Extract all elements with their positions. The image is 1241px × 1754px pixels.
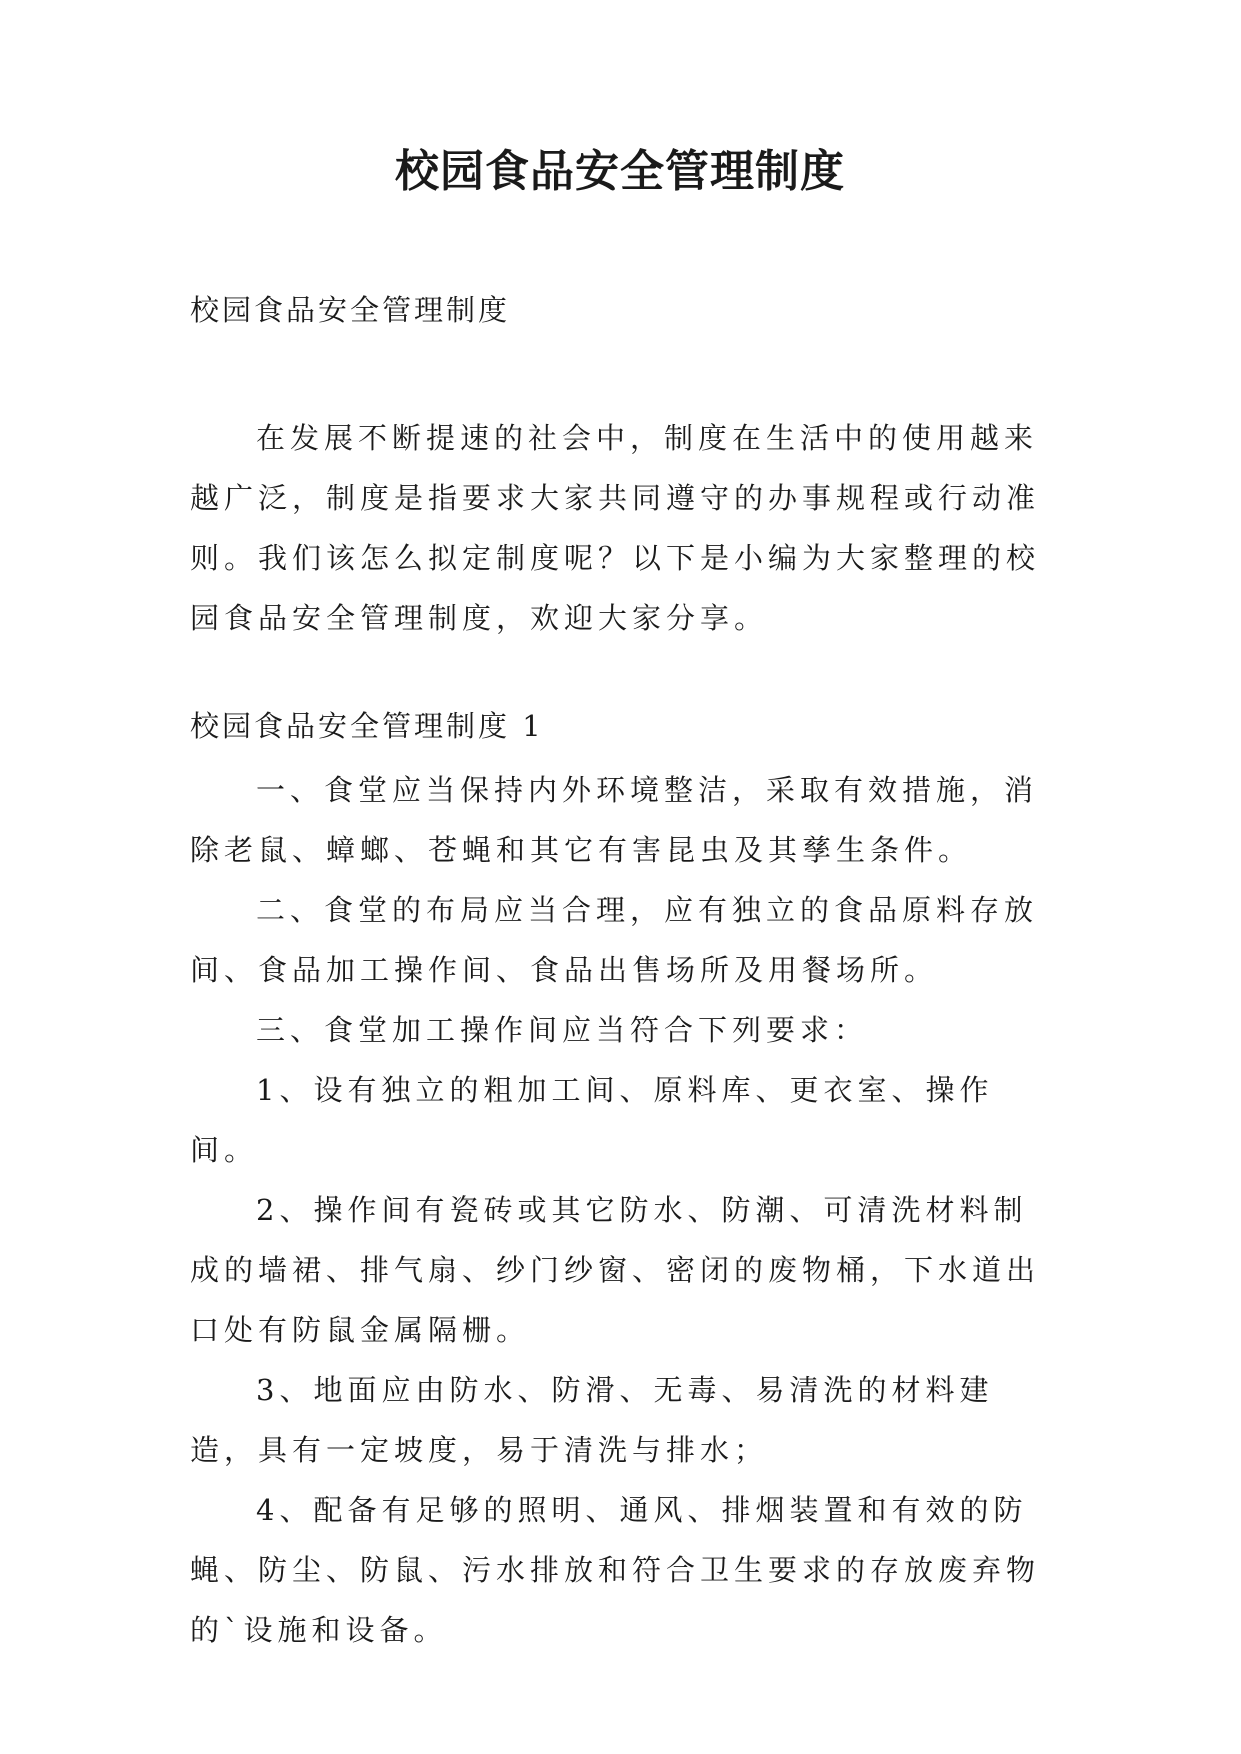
section-body (190, 760, 1060, 1660)
document-subtitle: 校园食品安全管理制度 (190, 293, 511, 327)
paragraph-7: 4、配备有足够的照明、通风、排烟装置和有效的防蝇、防尘、防鼠、污水排放和符合卫生要求的存放废弃物的`设施和设备。 (190, 1493, 1041, 1647)
intro-paragraph: 在发展不断提速的社会中，制度在生活中的使用越来越广泛，制度是指要求大家共同遵守的办事规程或行动准则。我们该怎么拟定制度呢？以下是小编为大家整理的校园食品安全管理制度，欢迎大家分享。 (190, 421, 1041, 635)
paragraph-1: 一、食堂应当保持内外环境整洁，采取有效措施，消除老鼠、蟑螂、苍蝇和其它有害昆虫及其孳生条件。 (190, 773, 1039, 867)
paragraph-3: 三、食堂加工操作间应当符合下列要求： (256, 1013, 869, 1047)
section-heading: 校园食品安全管理制度 1 (190, 709, 544, 743)
document-title: 校园食品安全管理制度 (395, 146, 845, 197)
paragraph-4: 1、设有独立的粗加工间、原料库、更衣室、操作间。 (190, 1073, 994, 1167)
paragraph-2: 二、食堂的布局应当合理，应有独立的食品原料存放间、食品加工操作间、食品出售场所及用餐场所。 (190, 893, 1039, 987)
paragraph-6: 3、地面应由防水、防滑、无毒、易清洗的材料建造，具有一定坡度，易于清洗与排水； (190, 1373, 994, 1467)
paragraph-5: 2、操作间有瓷砖或其它防水、防潮、可清洗材料制成的墙裙、排气扇、纱门纱窗、密闭的废物桶，下水道出口处有防鼠金属隔栅。 (190, 1193, 1041, 1347)
